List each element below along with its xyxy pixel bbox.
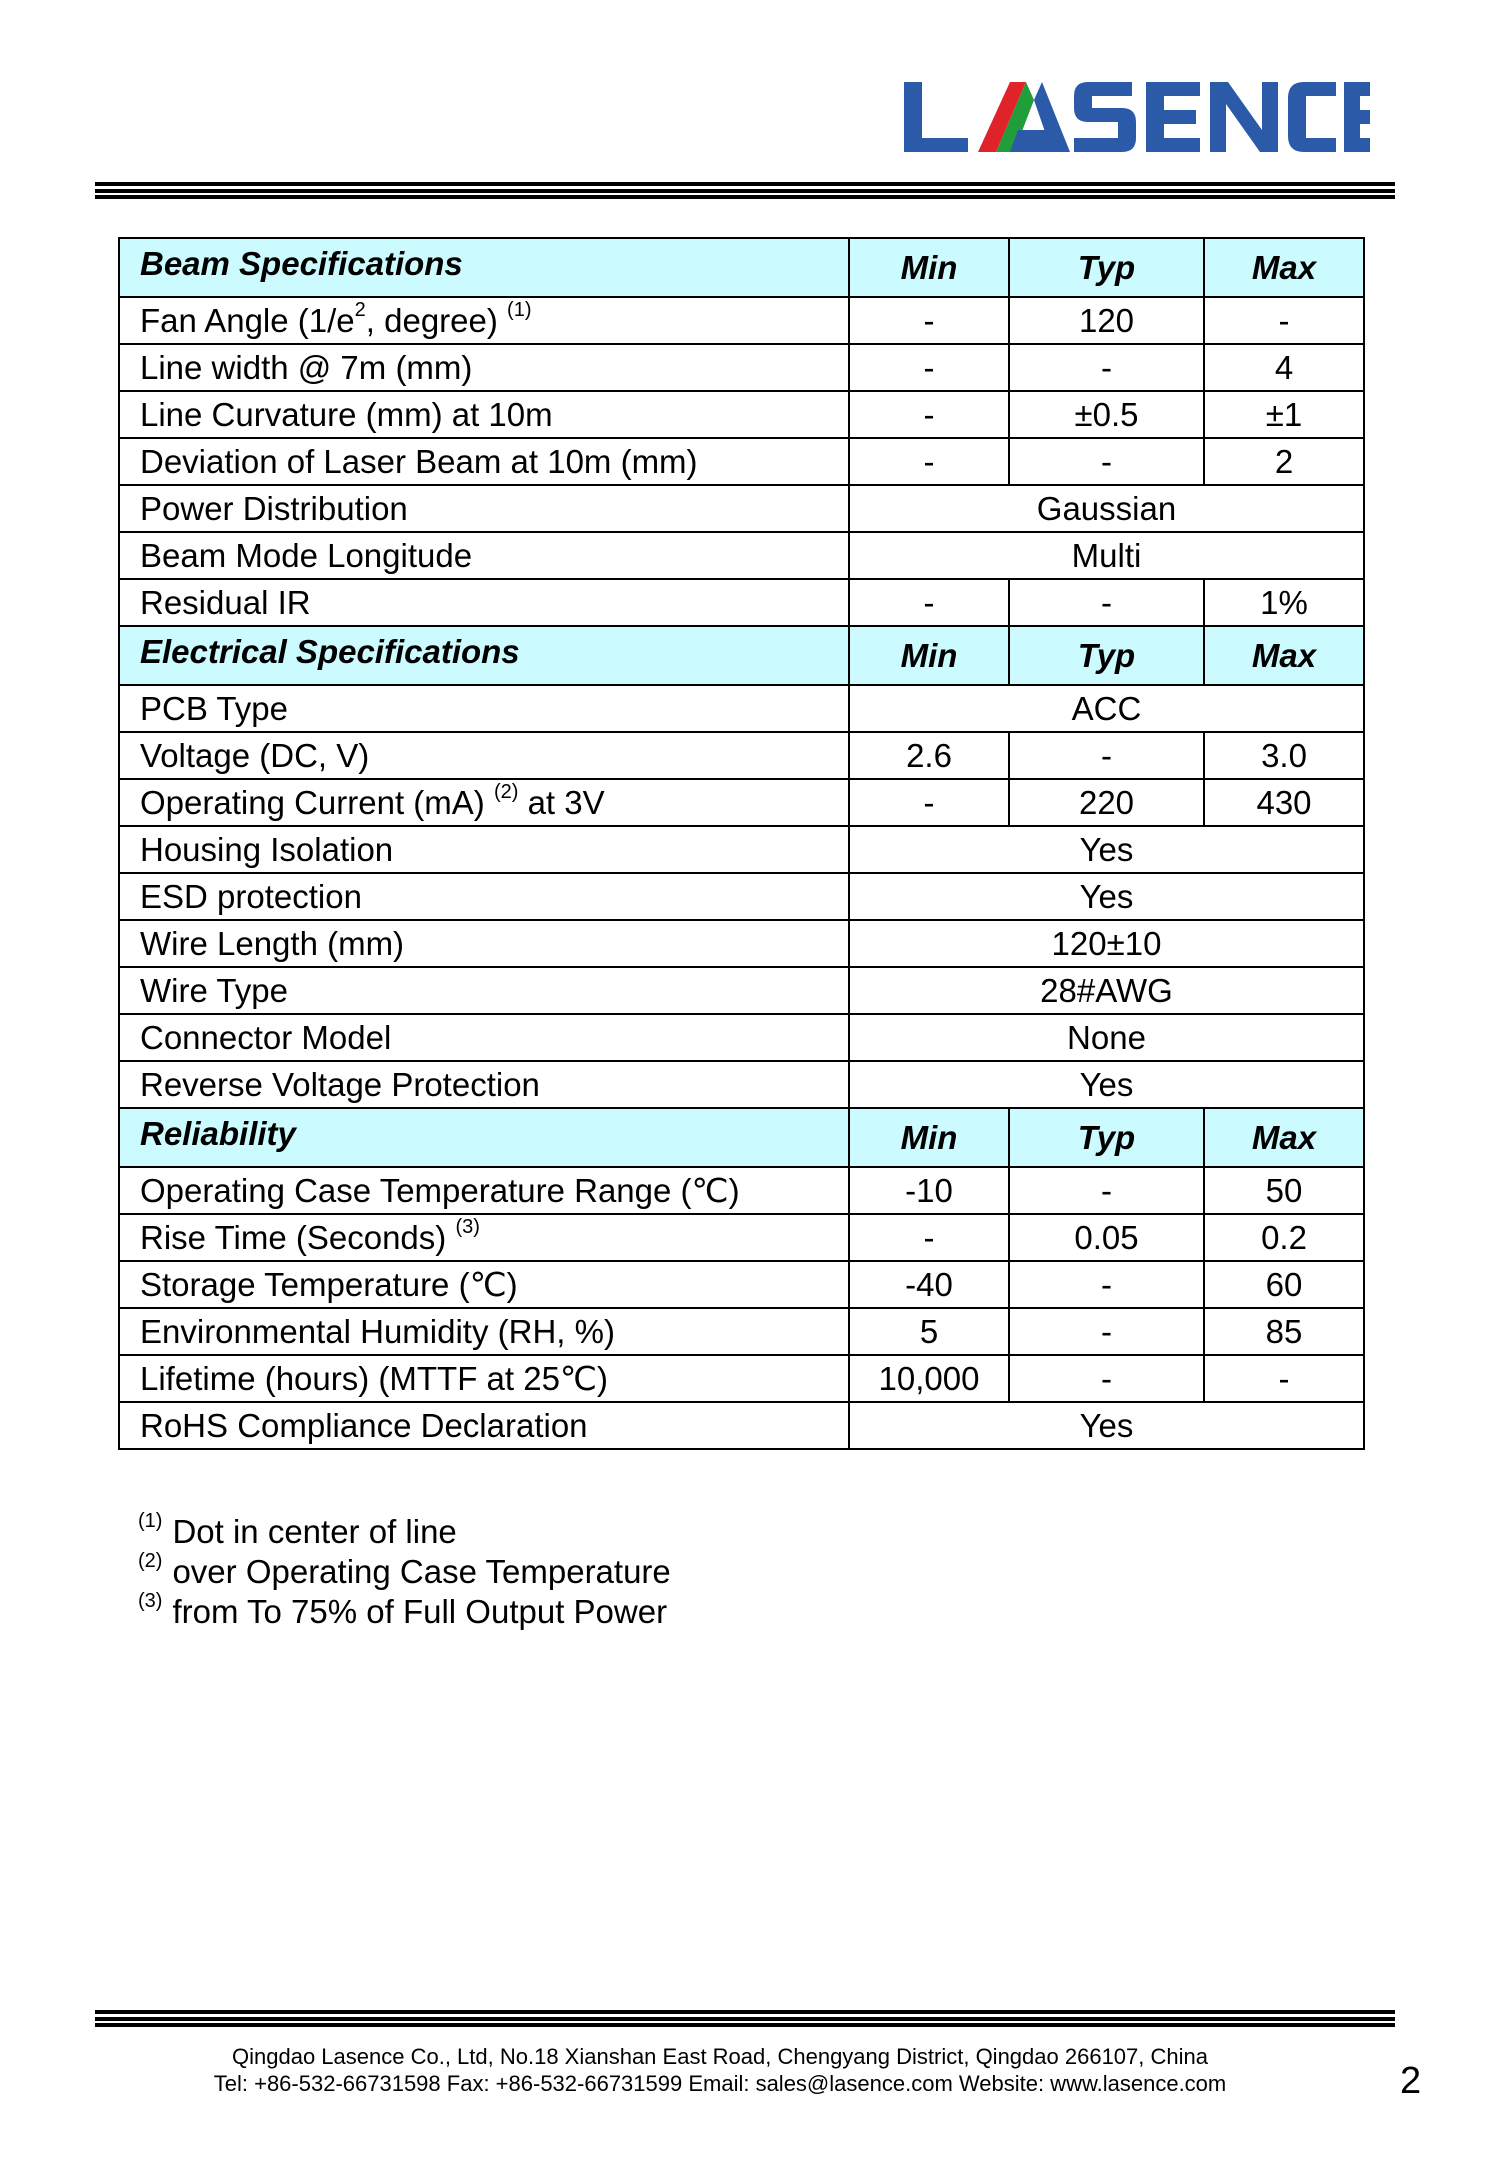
value-cell: Yes xyxy=(849,826,1364,873)
column-header-min: Min xyxy=(849,238,1009,297)
typ-value: - xyxy=(1009,1167,1204,1214)
max-value: 430 xyxy=(1204,779,1364,826)
row-label: Deviation of Laser Beam at 10m (mm) xyxy=(119,438,849,485)
row-label: Wire Length (mm) xyxy=(119,920,849,967)
table-row xyxy=(119,344,1364,391)
row-label: Reverse Voltage Protection xyxy=(119,1061,849,1108)
min-value: 5 xyxy=(849,1308,1009,1355)
value-cell: Multi xyxy=(849,532,1364,579)
max-value: - xyxy=(1204,1355,1364,1402)
min-value: -10 xyxy=(849,1167,1009,1214)
value-cell: Gaussian xyxy=(849,485,1364,532)
column-header-typ: Typ xyxy=(1009,626,1204,685)
typ-value: 120 xyxy=(1009,297,1204,344)
table-row xyxy=(119,1261,1364,1308)
table-row xyxy=(119,779,1364,826)
min-value: - xyxy=(849,344,1009,391)
column-header-typ: Typ xyxy=(1009,1108,1204,1167)
table-row xyxy=(119,1214,1364,1261)
max-value: 60 xyxy=(1204,1261,1364,1308)
table-row xyxy=(119,920,1364,967)
typ-value: - xyxy=(1009,438,1204,485)
min-value: - xyxy=(849,438,1009,485)
max-value: 4 xyxy=(1204,344,1364,391)
column-header-min: Min xyxy=(849,1108,1009,1167)
footer-contact: Tel: +86-532-66731598 Fax: +86-532-66731599 Email: sales@lasence.com Website: www.lasence.com xyxy=(213,2071,1227,2096)
row-label: Beam Mode Longitude xyxy=(119,532,849,579)
typ-value: - xyxy=(1009,1261,1204,1308)
table-row xyxy=(119,391,1364,438)
row-label: Power Distribution xyxy=(119,485,849,532)
table-row xyxy=(119,579,1364,626)
min-value: 10,000 xyxy=(849,1355,1009,1402)
row-label: Connector Model xyxy=(119,1014,849,1061)
row-label: ESD protection xyxy=(119,873,849,920)
footnote-3: $^{(3)}$ from To 75% of Full Output Power xyxy=(138,1590,668,1630)
footer-rule xyxy=(95,2010,1395,2028)
table-row xyxy=(119,1402,1364,1449)
row-label: Operating Current (mA) $^{(2)}$ at 3V xyxy=(119,779,849,826)
typ-value: - xyxy=(1009,732,1204,779)
footnotes xyxy=(138,1512,671,1632)
section-header-row xyxy=(119,1108,1364,1167)
table-row xyxy=(119,485,1364,532)
table-row xyxy=(119,685,1364,732)
row-label: Storage Temperature (℃) xyxy=(119,1261,849,1308)
table-row xyxy=(119,438,1364,485)
typ-value: ±0.5 xyxy=(1009,391,1204,438)
typ-value: - xyxy=(1009,344,1204,391)
specifications-table xyxy=(118,237,1365,1450)
row-label: Residual IR xyxy=(119,579,849,626)
typ-value: 220 xyxy=(1009,779,1204,826)
footnote-2: $^{(2)}$ over Operating Case Temperature xyxy=(138,1550,671,1590)
value-cell: Yes xyxy=(849,873,1364,920)
row-label: Housing Isolation xyxy=(119,826,849,873)
lasence-logo xyxy=(900,78,1370,156)
table-row xyxy=(119,732,1364,779)
value-cell: 120±10 xyxy=(849,920,1364,967)
table-row xyxy=(119,1308,1364,1355)
max-value: ±1 xyxy=(1204,391,1364,438)
section-title: Electrical Specifications xyxy=(119,626,849,685)
page-number: 2 xyxy=(1400,2060,1422,2102)
typ-value: 0.05 xyxy=(1009,1214,1204,1261)
max-value: 85 xyxy=(1204,1308,1364,1355)
table-row xyxy=(119,1014,1364,1061)
row-label: PCB Type xyxy=(119,685,849,732)
row-label: RoHS Compliance Declaration xyxy=(119,1402,849,1449)
section-title: Reliability xyxy=(119,1108,849,1167)
min-value: - xyxy=(849,297,1009,344)
value-cell: ACC xyxy=(849,685,1364,732)
row-label: Fan Angle ($1/e^2$, degree) $^{(1)}$ xyxy=(119,297,849,344)
value-cell: Yes xyxy=(849,1061,1364,1108)
min-value: - xyxy=(849,1214,1009,1261)
table-row xyxy=(119,1167,1364,1214)
section-header-row xyxy=(119,626,1364,685)
table-row xyxy=(119,1061,1364,1108)
footer-address: Qingdao Lasence Co., Ltd, No.18 Xianshan East Road, Chengyang District, Qingdao 266107, China xyxy=(232,2044,1208,2069)
min-value: - xyxy=(849,779,1009,826)
section-title: Beam Specifications xyxy=(119,238,849,297)
row-label: Voltage (DC, V) xyxy=(119,732,849,779)
max-value: 50 xyxy=(1204,1167,1364,1214)
row-label: Environmental Humidity (RH, %) xyxy=(119,1308,849,1355)
min-value: -40 xyxy=(849,1261,1009,1308)
value-cell: 28#AWG xyxy=(849,967,1364,1014)
max-value: 0.2 xyxy=(1204,1214,1364,1261)
row-label: Line Curvature (mm) at 10m xyxy=(119,391,849,438)
header-rule xyxy=(95,182,1395,200)
value-cell: Yes xyxy=(849,1402,1364,1449)
row-label: Operating Case Temperature Range (℃) xyxy=(119,1167,849,1214)
max-value: 3.0 xyxy=(1204,732,1364,779)
max-value: - xyxy=(1204,297,1364,344)
table-row xyxy=(119,873,1364,920)
row-label: Lifetime (hours) (MTTF at 25℃) xyxy=(119,1355,849,1402)
table-row xyxy=(119,1355,1364,1402)
typ-value: - xyxy=(1009,579,1204,626)
table-row xyxy=(119,532,1364,579)
row-label: Rise Time (Seconds) $^{(3)}$ xyxy=(119,1214,849,1261)
typ-value: - xyxy=(1009,1355,1204,1402)
table-row xyxy=(119,826,1364,873)
company-footer xyxy=(160,2043,1280,2097)
max-value: 2 xyxy=(1204,438,1364,485)
row-label: Line width @ 7m (mm) xyxy=(119,344,849,391)
column-header-max: Max xyxy=(1204,1108,1364,1167)
column-header-max: Max xyxy=(1204,626,1364,685)
column-header-typ: Typ xyxy=(1009,238,1204,297)
min-value: - xyxy=(849,391,1009,438)
max-value: 1% xyxy=(1204,579,1364,626)
footnote-1: $^{(1)}$ Dot in center of line xyxy=(138,1510,457,1550)
min-value: - xyxy=(849,579,1009,626)
section-header-row xyxy=(119,238,1364,297)
table-row xyxy=(119,297,1364,344)
column-header-min: Min xyxy=(849,626,1009,685)
value-cell: None xyxy=(849,1014,1364,1061)
min-value: 2.6 xyxy=(849,732,1009,779)
typ-value: - xyxy=(1009,1308,1204,1355)
column-header-max: Max xyxy=(1204,238,1364,297)
row-label: Wire Type xyxy=(119,967,849,1014)
logo-text: LASENCE xyxy=(900,78,905,79)
table-row xyxy=(119,967,1364,1014)
